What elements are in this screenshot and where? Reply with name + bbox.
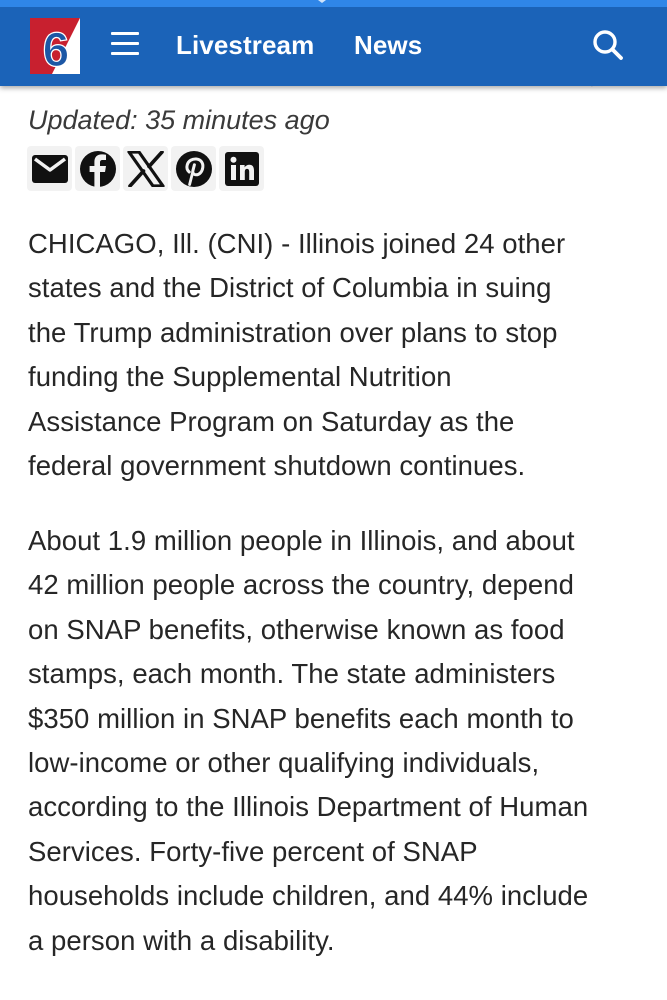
logo-number: 6 (42, 24, 70, 74)
paragraph-line: states and the District of Columbia in suing (28, 272, 552, 304)
paragraph-line: $350 million in SNAP benefits each month to (28, 702, 574, 734)
nav-livestream[interactable]: Livestream (176, 30, 315, 60)
nav-news[interactable]: News (354, 30, 423, 60)
search-button[interactable] (592, 29, 624, 61)
search-icon (592, 29, 624, 61)
article-paragraph (28, 222, 648, 488)
share-x-button[interactable] (123, 146, 168, 191)
paragraph-line: funding the Supplemental Nutrition (28, 361, 452, 393)
share-pinterest-button[interactable] (171, 146, 216, 191)
updated-timestamp: Updated: 35 minutes ago (28, 105, 330, 135)
paragraph-line: households include children, and 44% include (28, 880, 589, 912)
share-bar (27, 146, 264, 192)
paragraph-line: About 1.9 million people in Illinois, and about (28, 525, 575, 556)
article-paragraph (28, 519, 648, 963)
paragraph-line: the Trump administration over plans to stop (28, 316, 558, 348)
menu-button[interactable] (111, 32, 139, 56)
share-facebook-button[interactable] (75, 146, 120, 191)
share-linkedin-button[interactable] (219, 146, 264, 191)
paragraph-line: 42 million people across the country, depend (28, 569, 574, 601)
pinterest-icon (175, 150, 213, 188)
paragraph-line: CHICAGO, Ill. (CNI) - Illinois joined 24 other (28, 228, 566, 259)
paragraph-line: Services. Forty-five percent of SNAP (28, 835, 478, 867)
share-email-button[interactable] (27, 146, 72, 191)
hamburger-icon-bar (111, 42, 139, 45)
header-notch (318, 0, 326, 3)
paragraph-line: on SNAP benefits, otherwise known as food (28, 613, 565, 645)
paragraph-line: stamps, each month. The state administers (28, 658, 556, 690)
station-logo-mark (30, 18, 80, 74)
paragraph-line: federal government shutdown continues. (28, 450, 526, 482)
linkedin-icon (224, 151, 260, 187)
paragraph-line: Assistance Program on Saturday as the (28, 405, 515, 437)
paragraph-line: a person with a disability. (28, 924, 335, 956)
x-icon (127, 151, 165, 187)
station-logo[interactable] (30, 18, 80, 74)
email-icon (31, 154, 69, 184)
facebook-icon (79, 150, 117, 188)
header-accent-stripe (0, 0, 667, 7)
paragraph-line: low-income or other qualifying individuals, (28, 747, 540, 779)
paragraph-line: according to the Illinois Department of Human (28, 791, 589, 823)
hamburger-icon-bar (111, 52, 139, 55)
hamburger-icon-bar (111, 32, 139, 35)
site-header (0, 0, 667, 86)
